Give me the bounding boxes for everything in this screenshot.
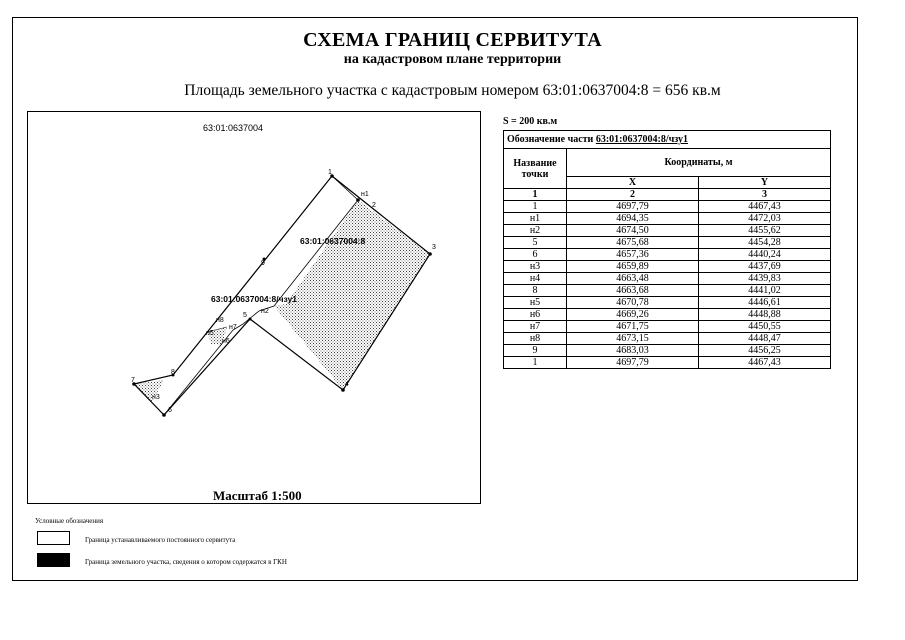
svg-text:н3: н3	[152, 394, 160, 401]
svg-text:н6: н6	[222, 338, 230, 345]
servitude-area: S = 200 кв.м	[503, 116, 558, 127]
table-row: н2 4674,50 4455,62	[504, 225, 831, 237]
table-row: н7 4671,75 4450,55	[504, 321, 831, 333]
parcel-hatched-area	[274, 200, 430, 390]
legend-servitude-text: Граница устанавливаемого постоянного сервитута	[85, 536, 236, 544]
col-y-header: Y	[698, 177, 830, 189]
table-row: 9 4683,03 4456,25	[504, 345, 831, 357]
svg-text:н7: н7	[229, 324, 237, 331]
table-row: н6 4669,26 4448,88	[504, 309, 831, 321]
col-x-header: X	[567, 177, 699, 189]
table-caption: Обозначение части 63:01:0637004:8/чзу1	[504, 131, 831, 149]
svg-text:н8: н8	[216, 317, 224, 324]
coordinates-table	[503, 130, 831, 369]
col-coords-header: Координаты, м	[567, 149, 831, 177]
table-row: н8 4673,15 4448,47	[504, 333, 831, 345]
parcel-area-line: Площадь земельного участка с кадастровым номером 63:01:0637004:8 = 656 кв.м	[184, 82, 721, 99]
svg-text:9: 9	[261, 260, 265, 267]
table-row: н3 4659,89 4437,69	[504, 261, 831, 273]
parcel-label: 63:01:0637004:8	[300, 236, 366, 246]
table-row: н1 4694,35 4472,03	[504, 213, 831, 225]
svg-text:6: 6	[168, 407, 172, 414]
col-number: 3	[698, 189, 830, 201]
svg-text:5: 5	[243, 312, 247, 319]
col-number: 1	[504, 189, 567, 201]
map-drawing	[28, 112, 482, 505]
table-row: 5 4675,68 4454,28	[504, 237, 831, 249]
table-row: 6 4657,36 4440,24	[504, 249, 831, 261]
col-number: 2	[567, 189, 699, 201]
svg-text:8: 8	[171, 369, 175, 376]
svg-text:н5: н5	[206, 330, 214, 337]
col-point-header: Название точки	[504, 149, 567, 189]
quarter-label: 63:01:0637004	[203, 123, 264, 133]
svg-text:2: 2	[372, 202, 376, 209]
servitude-label: 63:01:0637004:8/чзу1	[211, 294, 297, 304]
svg-text:н1: н1	[361, 191, 369, 198]
svg-text:1: 1	[328, 169, 332, 176]
svg-text:3: 3	[432, 244, 436, 251]
table-row: 8 4663,68 4441,02	[504, 285, 831, 297]
svg-text:7: 7	[131, 377, 135, 384]
svg-text:4: 4	[345, 381, 349, 388]
table-row: н5 4670,78 4446,61	[504, 297, 831, 309]
table-row: 1 4697,79 4467,43	[504, 201, 831, 213]
svg-text:н2: н2	[261, 308, 269, 315]
scheme-subtitle: на кадастровом плане территории	[343, 52, 562, 67]
table-row: 1 4697,79 4467,43	[504, 357, 831, 369]
map-scale: Масштаб 1:500	[213, 488, 302, 503]
scheme-title: СХЕМА ГРАНИЦ СЕРВИТУТА	[303, 29, 602, 51]
legend-servitude-swatch	[37, 531, 70, 545]
legend-title: Условные обозначения	[35, 517, 104, 525]
table-row: н4 4663,48 4439,83	[504, 273, 831, 285]
legend-parcel-swatch	[37, 553, 70, 567]
cadastral-map	[27, 111, 481, 504]
legend-parcel-text: Граница земельного участка, сведения о котором содержатся в ГКН	[85, 558, 287, 566]
